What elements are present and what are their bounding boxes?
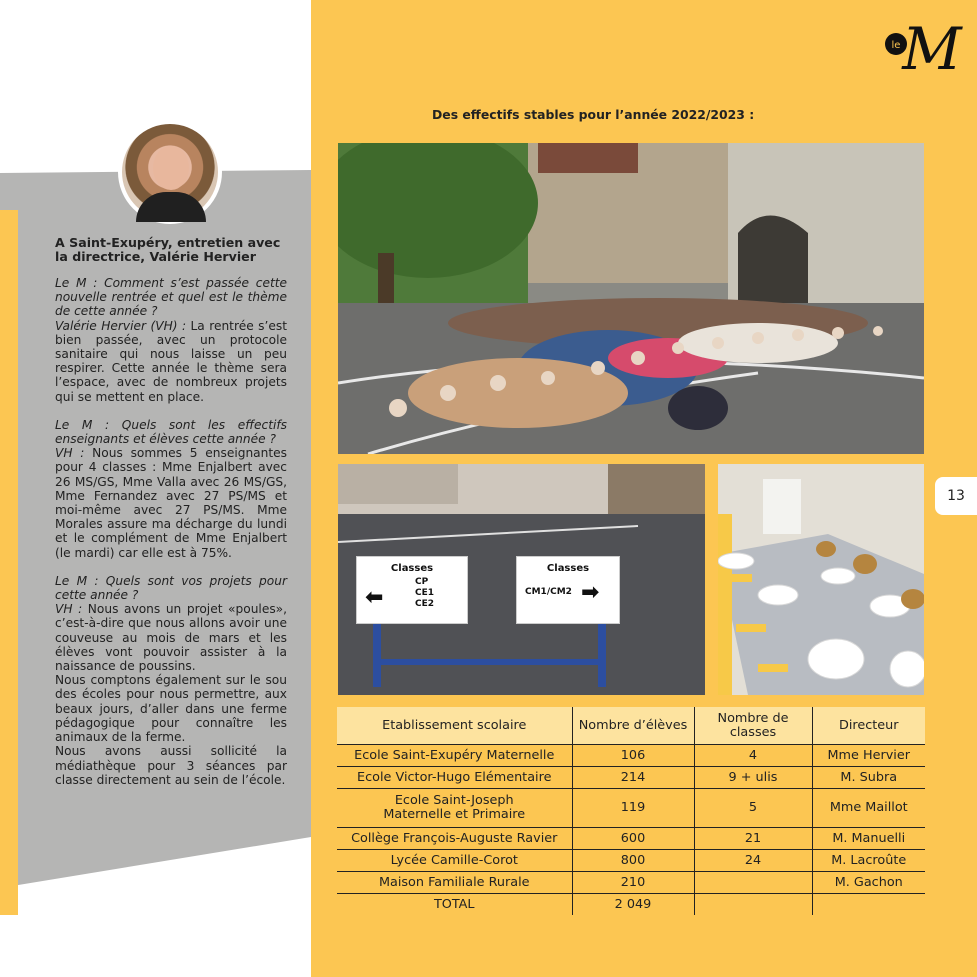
column-header: Directeur: [812, 707, 925, 745]
table-cell: Ecole Saint-Exupéry Maternelle: [337, 745, 572, 767]
column-header: Nombre de classes: [694, 707, 812, 745]
table-cell: Maison Familiale Rurale: [337, 872, 572, 894]
table-cell: M. Gachon: [812, 872, 925, 894]
sign-item: CE1: [415, 588, 435, 598]
table-cell: M. Manuelli: [812, 828, 925, 850]
table-cell: Ecole Victor-Hugo Elémentaire: [337, 767, 572, 789]
table-cell: 5: [694, 789, 812, 828]
sign-right-title: Classes: [546, 563, 590, 574]
table-total-row: [337, 894, 925, 916]
question: Le M : Quels sont les effectifs enseignants et élèves cette année ?: [55, 417, 287, 447]
table-cell: [694, 872, 812, 894]
speaker: Valérie Hervier (VH) :: [55, 318, 187, 333]
sign-item: CP: [415, 577, 429, 587]
table-cell: Mme Maillot: [812, 789, 925, 828]
stats-table: [337, 707, 925, 915]
arrow-left-icon: ⬅: [365, 585, 384, 610]
sign-left-title: Classes: [390, 563, 434, 574]
table-cell: TOTAL: [337, 894, 572, 916]
interview-title: A Saint-Exupéry, entretien avec la directrice, Valérie Hervier: [55, 235, 281, 264]
sign-left: [356, 556, 468, 624]
table-cell: 24: [694, 850, 812, 872]
svg-text:M: M: [902, 15, 962, 76]
interview-paragraph: [55, 276, 287, 404]
sign-right-text: CM1/CM2: [525, 587, 572, 597]
interview-paragraph: [55, 574, 287, 673]
table-cell: 9 + ulis: [694, 767, 812, 789]
speaker: VH :: [55, 602, 83, 617]
column-header: Nombre d’élèves: [572, 707, 694, 745]
table-cell: [812, 894, 925, 916]
table-cell: 800: [572, 850, 694, 872]
table-cell: 21: [694, 828, 812, 850]
table-cell: 4: [694, 745, 812, 767]
sign-item: CE2: [415, 599, 435, 609]
table-cell: M. Lacroûte: [812, 850, 925, 872]
table-row: [337, 828, 925, 850]
arrow-right-icon: ➡: [581, 580, 600, 605]
interview-paragraph: Nous comptons également sur le sou des écoles pour nous permettre, aux beaux jours, d’aller dans une ferme pédagogique pour connaître les animaux de la ferme.: [55, 673, 287, 745]
dining-table-photo: [718, 464, 924, 695]
table-cell: 106: [572, 745, 694, 767]
stats-heading: Des effectifs stables pour l’année 2022/2023 :: [432, 107, 755, 122]
question: Le M : Quels sont vos projets pour cette année ?: [55, 573, 287, 603]
le-m-logo: [882, 14, 964, 76]
portrait-photo: [118, 120, 222, 224]
table-header-row: [337, 707, 925, 745]
question: Le M : Comment s’est passée cette nouvelle rentrée et quel est le thème de cette année ?: [55, 276, 287, 319]
table-cell: Ecole Saint-Joseph Maternelle et Primaire: [337, 789, 572, 828]
table-row: [337, 789, 925, 828]
svg-text:le: le: [891, 40, 901, 51]
column-header: Etablissement scolaire: [337, 707, 572, 745]
yellow-stripe: [0, 210, 18, 915]
table-cell: 2 049: [572, 894, 694, 916]
interview-article: [55, 236, 287, 787]
sign-right: [516, 556, 620, 624]
speaker: VH :: [55, 446, 85, 461]
table-cell: [694, 894, 812, 916]
schoolyard-photo: [338, 143, 924, 454]
table-cell: Lycée Camille-Corot: [337, 850, 572, 872]
answer: La rentrée s’est bien passée, avec un protocole sanitaire qui nous laisse un peu respirer. Cette année le thème sera l’espace, avec de nombreux projets qui se mettent en place.: [55, 318, 288, 404]
interview-paragraph: [55, 418, 287, 560]
classes-sign-photo: [338, 464, 705, 695]
table-row: [337, 767, 925, 789]
table-cell: Collège François-Auguste Ravier: [337, 828, 572, 850]
answer: Nous avons un projet «poules», c’est-à-dire que nous allons avoir une couveuse au mois de mars et les élèves vont pouvoir assister à la naissance de poussins.: [55, 602, 287, 674]
table-cell: Mme Hervier: [812, 745, 925, 767]
table-cell: 214: [572, 767, 694, 789]
table-row: [337, 745, 925, 767]
table-cell: 119: [572, 789, 694, 828]
table-cell: M. Subra: [812, 767, 925, 789]
table-row: [337, 872, 925, 894]
answer: Nous sommes 5 enseignantes pour 4 classes : Mme Enjalbert avec 26 MS/GS, Mme Valla avec 26 MS/GS, Mme Fernandez avec 27 PS/MS et moi-même avec 27 PS/MS. Mme Morales assure ma décharge du lundi et le complément de Mme Enjalbert (le mardi) car elle est à 75%.: [55, 446, 287, 560]
interview-paragraph: Nous avons aussi sollicité la médiathèque pour 3 séances par classe directement au sein de l’école.: [55, 744, 287, 787]
table-row: [337, 850, 925, 872]
table-cell: 600: [572, 828, 694, 850]
page-number: 13: [935, 477, 977, 515]
table-cell: 210: [572, 872, 694, 894]
